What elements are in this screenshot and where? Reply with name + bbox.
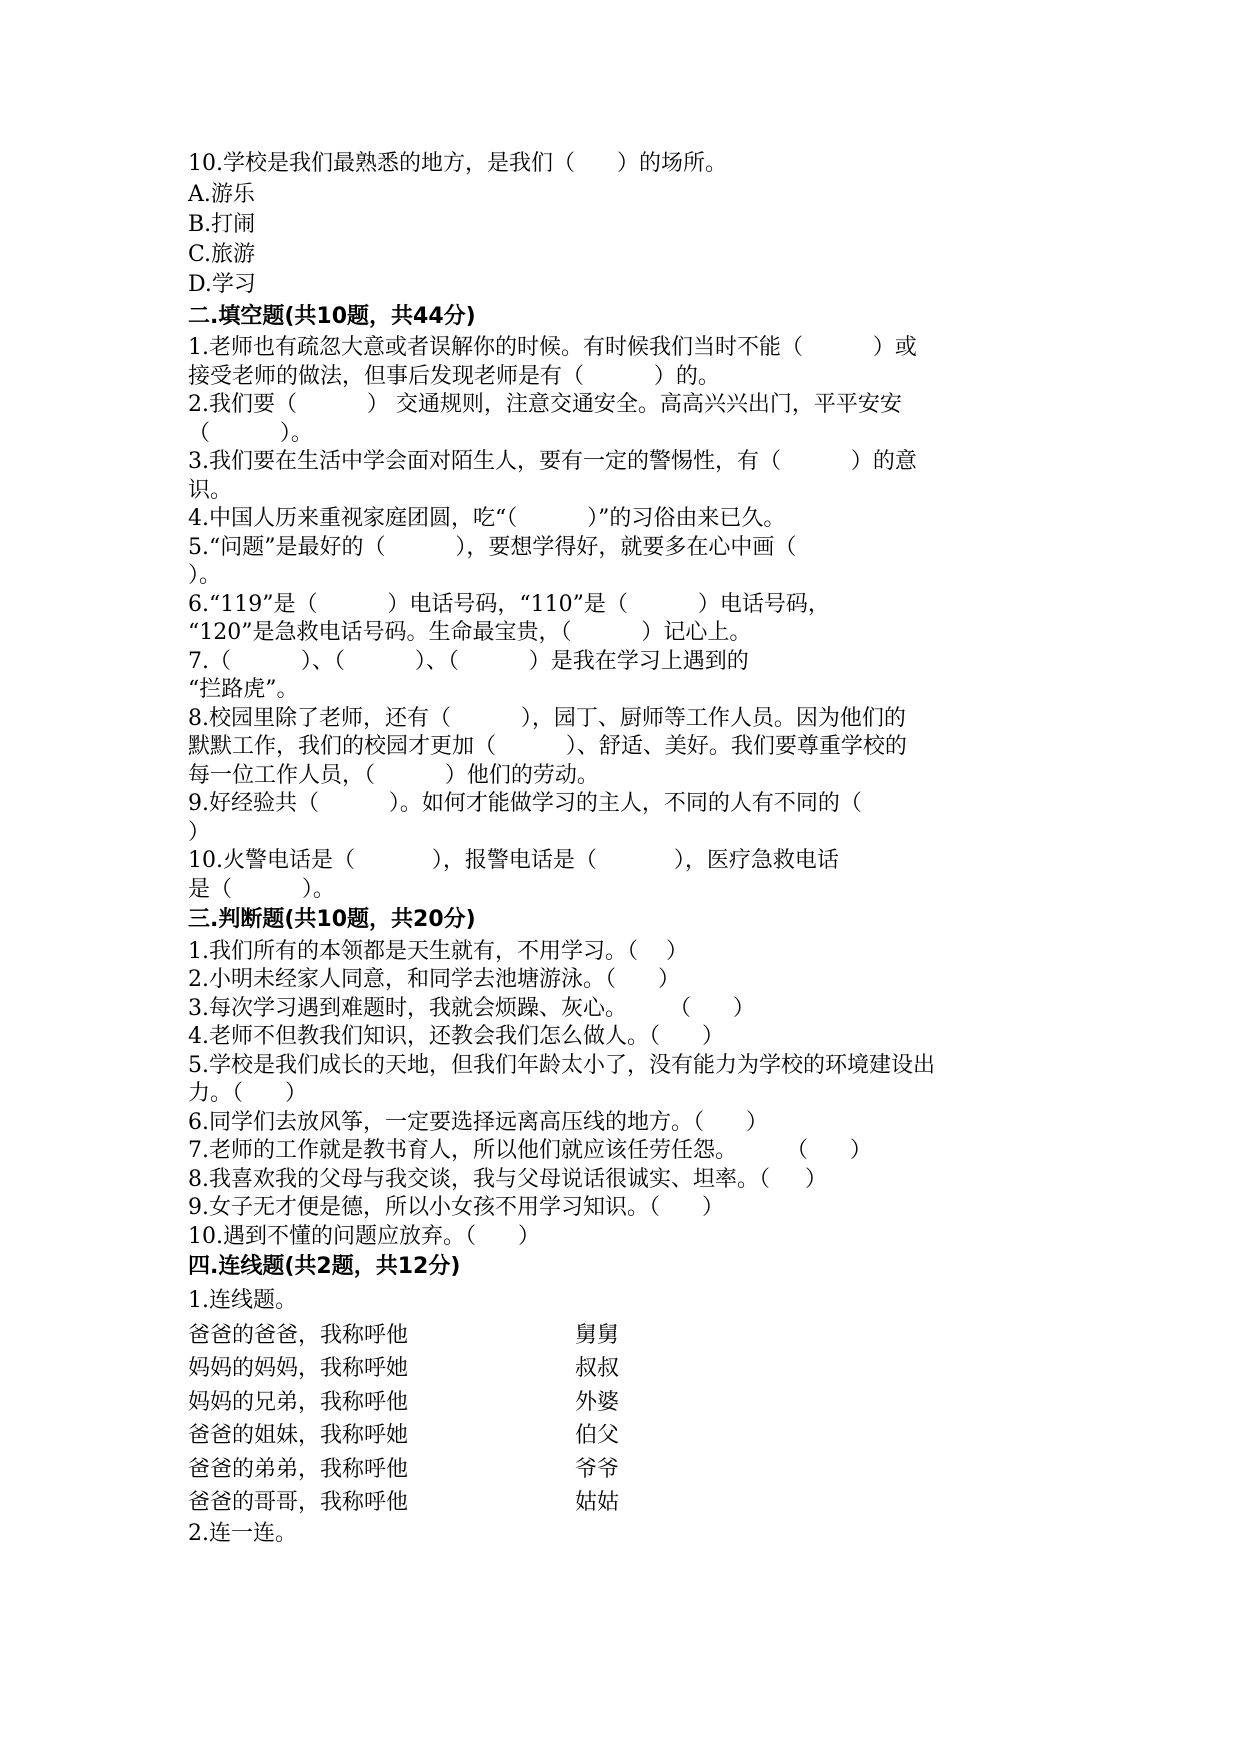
mc-question-10	[188, 150, 1068, 301]
text-line: 6.同学们去放风筝，一定要选择远离高压线的地方。（ ）	[188, 1109, 768, 1135]
matching-row	[188, 1453, 1068, 1487]
matching-row	[188, 1386, 1068, 1420]
text-line: 3.我们要在生活中学会面对陌生人，要有一定的警惕性，有（ ）的意	[188, 449, 917, 474]
text-line: 识。	[188, 477, 233, 503]
matching-row	[188, 1352, 1068, 1386]
text-line: 每一位工作人员，（ ）他们的劳动。	[188, 762, 599, 788]
text-line: 4.中国人历来重视家庭团圆，吃“（ ）”的习俗由来已久。	[188, 506, 786, 531]
text-line: 接受老师的做法，但事后发现老师是有（ ）的。	[188, 363, 720, 389]
text-line: ）	[188, 819, 211, 845]
option-c: C.旅游	[188, 241, 256, 267]
matching-left: 爸爸的爸爸，我称呼他	[188, 1322, 409, 1348]
text-line: 9.好经验共（ ）。如何才能做学习的主人，不同的人有不同的（	[188, 791, 862, 816]
text-line: 7.（ ）、（ ）、（ ）是我在学习上遇到的	[188, 648, 749, 674]
matching-section	[188, 1253, 1068, 1552]
text-line: 是（ ）。	[188, 876, 335, 902]
text-line: 1.老师也有疏忽大意或者误解你的时候。有时候我们当时不能（ ）或	[188, 335, 917, 360]
section-title: 三.判断题(共10题，共20分)	[188, 907, 476, 932]
matching-row	[188, 1419, 1068, 1453]
question-label: 2.连一连。	[188, 1520, 297, 1546]
section-title: 二.填空题(共10题，共44分)	[188, 303, 476, 329]
text-line: ）。	[188, 563, 222, 588]
text-line: 3.每次学习遇到难题时，我就会烦躁、灰心。 （ ）	[188, 995, 755, 1021]
matching-right: 姑姑	[575, 1490, 620, 1515]
text-line: “120”是急救电话号码。生命最宝贵，（ ）记心上。	[188, 620, 752, 645]
matching-left: 爸爸的姐妹，我称呼她	[188, 1423, 409, 1448]
matching-left: 爸爸的哥哥，我称呼他	[188, 1490, 409, 1515]
exam-page	[188, 150, 1068, 1552]
matching-right: 爷爷	[575, 1456, 620, 1482]
matching-right: 伯父	[575, 1423, 620, 1448]
text-line: （ ）。	[188, 420, 313, 446]
option-a: A.游乐	[188, 181, 255, 207]
text-line: 4.老师不但教我们知识，还教会我们怎么做人。（ ）	[188, 1024, 724, 1049]
text-line: 6.“119”是（ ）电话号码，“110”是（ ）电话号码，	[188, 591, 830, 617]
option-d: D.学习	[188, 271, 256, 297]
text-line: 7.老师的工作就是教书育人，所以他们就应该任劳任怨。 （ ）	[188, 1138, 872, 1163]
matching-row	[188, 1486, 1068, 1520]
matching-left: 妈妈的妈妈，我称呼她	[188, 1356, 409, 1381]
text-line: 力。（ ）	[188, 1081, 307, 1106]
true-false-section	[188, 906, 1068, 1251]
question-text: 10.学校是我们最熟悉的地方，是我们（ ）的场所。	[188, 151, 727, 176]
text-line: 10.火警电话是（ ），报警电话是（ ），医疗急救电话	[188, 848, 839, 873]
text-line: 5.“问题”是最好的（ ），要想学得好，就要多在心中画（	[188, 534, 797, 560]
matching-right: 外婆	[575, 1389, 620, 1415]
text-line: 1.我们所有的本领都是天生就有，不用学习。（ ）	[188, 938, 688, 964]
matching-row	[188, 1319, 1068, 1353]
matching-left: 妈妈的兄弟，我称呼他	[188, 1389, 409, 1415]
text-line: 5.学校是我们成长的天地，但我们年龄太小了，没有能力为学校的环境建设出	[188, 1052, 935, 1078]
matching-right: 叔叔	[575, 1356, 620, 1381]
text-line: 9.女子无才便是德，所以小女孩不用学习知识。（ ）	[188, 1195, 724, 1220]
text-line: 2.我们要（ ） 交通规则，注意交通安全。高高兴兴出门，平平安安	[188, 392, 902, 417]
text-line: 8.校园里除了老师，还有（ ），园丁、厨师等工作人员。因为他们的	[188, 705, 906, 731]
option-b: B.打闹	[188, 211, 256, 237]
text-line: 2.小明未经家人同意，和同学去池塘游泳。（ ）	[188, 967, 680, 992]
question-label: 1.连线题。	[188, 1287, 297, 1313]
fill-blank-section	[188, 303, 1068, 905]
text-line: 默默工作，我们的校园才更加（ ）、舒适、美好。我们要尊重学校的	[188, 734, 907, 759]
text-line: 10.遇到不懂的问题应放弃。（ ）	[188, 1223, 540, 1249]
matching-right: 舅舅	[575, 1322, 620, 1348]
text-line: 8.我喜欢我的父母与我交谈，我与父母说话很诚实、坦率。（ ）	[188, 1166, 827, 1192]
section-title: 四.连线题(共2题，共12分)	[188, 1254, 461, 1279]
text-line: “拦路虎”。	[188, 677, 299, 702]
matching-left: 爸爸的弟弟，我称呼他	[188, 1456, 409, 1482]
